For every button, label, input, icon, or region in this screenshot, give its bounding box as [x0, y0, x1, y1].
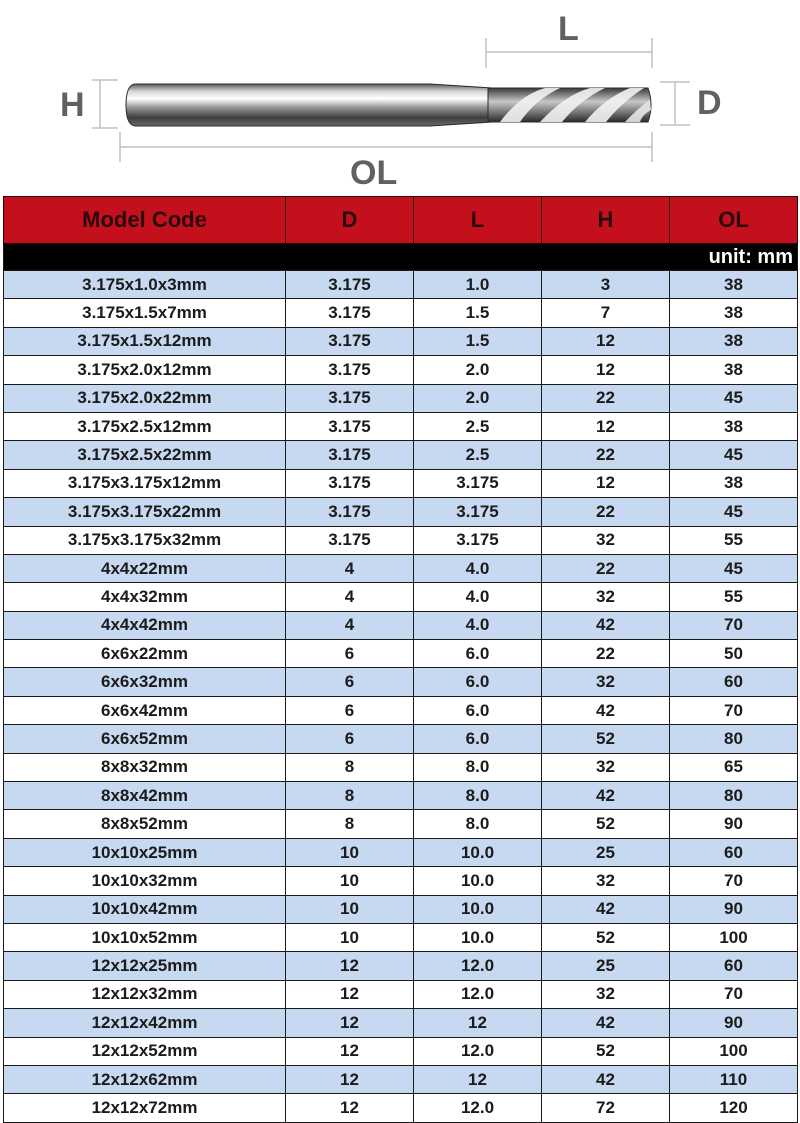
- cell-h: 12: [542, 356, 670, 384]
- cell-l: 12: [414, 1065, 542, 1093]
- cell-ol: 110: [670, 1065, 798, 1093]
- table-row: [4, 867, 798, 895]
- cell-d: 12: [286, 1009, 414, 1037]
- cell-model-code: 10x10x52mm: [4, 923, 286, 951]
- table-row: [4, 356, 798, 384]
- cell-l: 4.0: [414, 554, 542, 582]
- cell-ol: 80: [670, 782, 798, 810]
- cell-model-code: 3.175x3.175x32mm: [4, 526, 286, 554]
- cell-l: 12.0: [414, 1037, 542, 1065]
- table-row: [4, 1009, 798, 1037]
- cell-l: 3.175: [414, 526, 542, 554]
- cell-h: 32: [542, 668, 670, 696]
- cell-l: 8.0: [414, 810, 542, 838]
- cell-ol: 45: [670, 498, 798, 526]
- cell-model-code: 3.175x3.175x22mm: [4, 498, 286, 526]
- cell-h: 25: [542, 838, 670, 866]
- cell-d: 6: [286, 640, 414, 668]
- table-row: [4, 838, 798, 866]
- cell-l: 12.0: [414, 1094, 542, 1122]
- cell-h: 32: [542, 583, 670, 611]
- cell-d: 6: [286, 725, 414, 753]
- cell-model-code: 4x4x32mm: [4, 583, 286, 611]
- table-row: [4, 384, 798, 412]
- cell-d: 12: [286, 1037, 414, 1065]
- cell-ol: 90: [670, 810, 798, 838]
- cell-h: 52: [542, 725, 670, 753]
- table-row: [4, 923, 798, 951]
- cell-h: 25: [542, 952, 670, 980]
- cell-h: 42: [542, 611, 670, 639]
- cell-d: 12: [286, 1065, 414, 1093]
- cell-d: 12: [286, 952, 414, 980]
- cell-ol: 45: [670, 441, 798, 469]
- cell-model-code: 3.175x3.175x12mm: [4, 469, 286, 497]
- cell-h: 7: [542, 299, 670, 327]
- cell-h: 42: [542, 1009, 670, 1037]
- cell-d: 3.175: [286, 271, 414, 299]
- table-row: [4, 668, 798, 696]
- cell-h: 42: [542, 1065, 670, 1093]
- cell-ol: 45: [670, 554, 798, 582]
- table-row: [4, 554, 798, 582]
- cell-model-code: 3.175x2.5x22mm: [4, 441, 286, 469]
- label-h: H: [60, 86, 85, 124]
- cell-model-code: 6x6x42mm: [4, 696, 286, 724]
- cell-d: 3.175: [286, 526, 414, 554]
- cell-h: 52: [542, 923, 670, 951]
- cell-model-code: 3.175x2.5x12mm: [4, 412, 286, 440]
- table-header-row: [4, 197, 798, 244]
- cell-d: 6: [286, 668, 414, 696]
- cell-l: 8.0: [414, 782, 542, 810]
- cell-ol: 38: [670, 356, 798, 384]
- cell-d: 3.175: [286, 469, 414, 497]
- cell-l: 10.0: [414, 867, 542, 895]
- cell-h: 22: [542, 498, 670, 526]
- header-d: D: [286, 197, 414, 244]
- cell-l: 8.0: [414, 753, 542, 781]
- cell-l: 6.0: [414, 725, 542, 753]
- cell-ol: 100: [670, 1037, 798, 1065]
- table-row: [4, 1065, 798, 1093]
- cell-model-code: 3.175x1.5x7mm: [4, 299, 286, 327]
- cell-h: 22: [542, 640, 670, 668]
- cell-model-code: 8x8x32mm: [4, 753, 286, 781]
- cell-model-code: 12x12x32mm: [4, 980, 286, 1008]
- cell-model-code: 4x4x42mm: [4, 611, 286, 639]
- header-model-code: Model Code: [4, 197, 286, 244]
- table-row: [4, 1094, 798, 1122]
- cell-h: 12: [542, 327, 670, 355]
- table-row: [4, 611, 798, 639]
- cell-ol: 38: [670, 469, 798, 497]
- cell-ol: 60: [670, 668, 798, 696]
- cell-l: 4.0: [414, 611, 542, 639]
- end-mill-drawing: [0, 0, 800, 195]
- cell-l: 10.0: [414, 838, 542, 866]
- cell-h: 52: [542, 810, 670, 838]
- cell-h: 22: [542, 441, 670, 469]
- cell-model-code: 10x10x32mm: [4, 867, 286, 895]
- cell-model-code: 6x6x22mm: [4, 640, 286, 668]
- cell-l: 3.175: [414, 498, 542, 526]
- header-h: H: [542, 197, 670, 244]
- cell-h: 22: [542, 384, 670, 412]
- cell-h: 32: [542, 867, 670, 895]
- cell-ol: 45: [670, 384, 798, 412]
- table-row: [4, 441, 798, 469]
- cell-l: 12.0: [414, 980, 542, 1008]
- cell-l: 2.5: [414, 412, 542, 440]
- cell-d: 3.175: [286, 327, 414, 355]
- cell-model-code: 10x10x42mm: [4, 895, 286, 923]
- cell-h: 32: [542, 753, 670, 781]
- cell-d: 4: [286, 554, 414, 582]
- cell-ol: 80: [670, 725, 798, 753]
- cell-l: 6.0: [414, 668, 542, 696]
- cell-l: 2.0: [414, 356, 542, 384]
- cell-ol: 55: [670, 526, 798, 554]
- cell-h: 42: [542, 895, 670, 923]
- cell-l: 12: [414, 1009, 542, 1037]
- header-ol: OL: [670, 197, 798, 244]
- cell-d: 3.175: [286, 441, 414, 469]
- table-row: [4, 1037, 798, 1065]
- cell-h: 42: [542, 782, 670, 810]
- cell-h: 12: [542, 412, 670, 440]
- cell-model-code: 3.175x1.5x12mm: [4, 327, 286, 355]
- cell-model-code: 6x6x52mm: [4, 725, 286, 753]
- unit-row: [4, 244, 798, 271]
- cell-ol: 70: [670, 980, 798, 1008]
- cell-h: 3: [542, 271, 670, 299]
- cell-ol: 70: [670, 611, 798, 639]
- cell-d: 3.175: [286, 384, 414, 412]
- cell-l: 1.5: [414, 327, 542, 355]
- label-d: D: [697, 84, 722, 122]
- table-row: [4, 271, 798, 299]
- cell-d: 4: [286, 583, 414, 611]
- cell-ol: 55: [670, 583, 798, 611]
- cell-model-code: 12x12x62mm: [4, 1065, 286, 1093]
- table-row: [4, 526, 798, 554]
- cell-ol: 38: [670, 327, 798, 355]
- spec-table: [3, 196, 798, 1123]
- cell-model-code: 8x8x52mm: [4, 810, 286, 838]
- cell-d: 10: [286, 895, 414, 923]
- cell-model-code: 3.175x1.0x3mm: [4, 271, 286, 299]
- cell-model-code: 3.175x2.0x22mm: [4, 384, 286, 412]
- cell-model-code: 12x12x42mm: [4, 1009, 286, 1037]
- cell-ol: 38: [670, 412, 798, 440]
- tool-diagram: [0, 0, 800, 195]
- cell-ol: 38: [670, 271, 798, 299]
- table-row: [4, 810, 798, 838]
- cell-model-code: 4x4x22mm: [4, 554, 286, 582]
- table-row: [4, 299, 798, 327]
- cell-ol: 65: [670, 753, 798, 781]
- header-l: L: [414, 197, 542, 244]
- cell-ol: 38: [670, 299, 798, 327]
- cell-d: 10: [286, 867, 414, 895]
- cell-h: 32: [542, 980, 670, 1008]
- table-body: [4, 244, 798, 1123]
- cell-d: 3.175: [286, 498, 414, 526]
- cell-ol: 90: [670, 1009, 798, 1037]
- cell-l: 2.5: [414, 441, 542, 469]
- table-row: [4, 725, 798, 753]
- cell-l: 6.0: [414, 640, 542, 668]
- cell-ol: 60: [670, 952, 798, 980]
- cell-d: 8: [286, 782, 414, 810]
- cell-h: 52: [542, 1037, 670, 1065]
- cell-ol: 100: [670, 923, 798, 951]
- cell-d: 3.175: [286, 299, 414, 327]
- cell-ol: 70: [670, 867, 798, 895]
- label-l: L: [558, 10, 579, 48]
- cell-model-code: 8x8x42mm: [4, 782, 286, 810]
- table-row: [4, 327, 798, 355]
- label-ol: OL: [350, 154, 398, 192]
- cell-l: 12.0: [414, 952, 542, 980]
- cell-model-code: 10x10x25mm: [4, 838, 286, 866]
- cell-l: 1.0: [414, 271, 542, 299]
- table-row: [4, 412, 798, 440]
- unit-note: unit: mm: [4, 244, 798, 271]
- table-row: [4, 895, 798, 923]
- cell-ol: 50: [670, 640, 798, 668]
- cell-l: 10.0: [414, 923, 542, 951]
- table-row: [4, 980, 798, 1008]
- cell-d: 8: [286, 753, 414, 781]
- cell-model-code: 6x6x32mm: [4, 668, 286, 696]
- cell-h: 12: [542, 469, 670, 497]
- cell-d: 10: [286, 923, 414, 951]
- table-row: [4, 696, 798, 724]
- tool-shank: [126, 84, 492, 126]
- cell-model-code: 12x12x52mm: [4, 1037, 286, 1065]
- cell-l: 4.0: [414, 583, 542, 611]
- table-row: [4, 782, 798, 810]
- table-row: [4, 469, 798, 497]
- cell-ol: 120: [670, 1094, 798, 1122]
- cell-model-code: 12x12x25mm: [4, 952, 286, 980]
- cell-model-code: 3.175x2.0x12mm: [4, 356, 286, 384]
- cell-ol: 60: [670, 838, 798, 866]
- cell-h: 32: [542, 526, 670, 554]
- cell-h: 22: [542, 554, 670, 582]
- cell-d: 8: [286, 810, 414, 838]
- table-row: [4, 640, 798, 668]
- cell-d: 12: [286, 1094, 414, 1122]
- cell-d: 4: [286, 611, 414, 639]
- cell-d: 6: [286, 696, 414, 724]
- cell-l: 1.5: [414, 299, 542, 327]
- cell-h: 42: [542, 696, 670, 724]
- cell-l: 3.175: [414, 469, 542, 497]
- cell-h: 72: [542, 1094, 670, 1122]
- table-row: [4, 498, 798, 526]
- cell-model-code: 12x12x72mm: [4, 1094, 286, 1122]
- table-row: [4, 952, 798, 980]
- table-row: [4, 753, 798, 781]
- table-row: [4, 583, 798, 611]
- cell-l: 2.0: [414, 384, 542, 412]
- cell-d: 10: [286, 838, 414, 866]
- cell-ol: 90: [670, 895, 798, 923]
- cell-d: 3.175: [286, 412, 414, 440]
- cell-l: 6.0: [414, 696, 542, 724]
- cell-d: 12: [286, 980, 414, 1008]
- cell-d: 3.175: [286, 356, 414, 384]
- cell-l: 10.0: [414, 895, 542, 923]
- cell-ol: 70: [670, 696, 798, 724]
